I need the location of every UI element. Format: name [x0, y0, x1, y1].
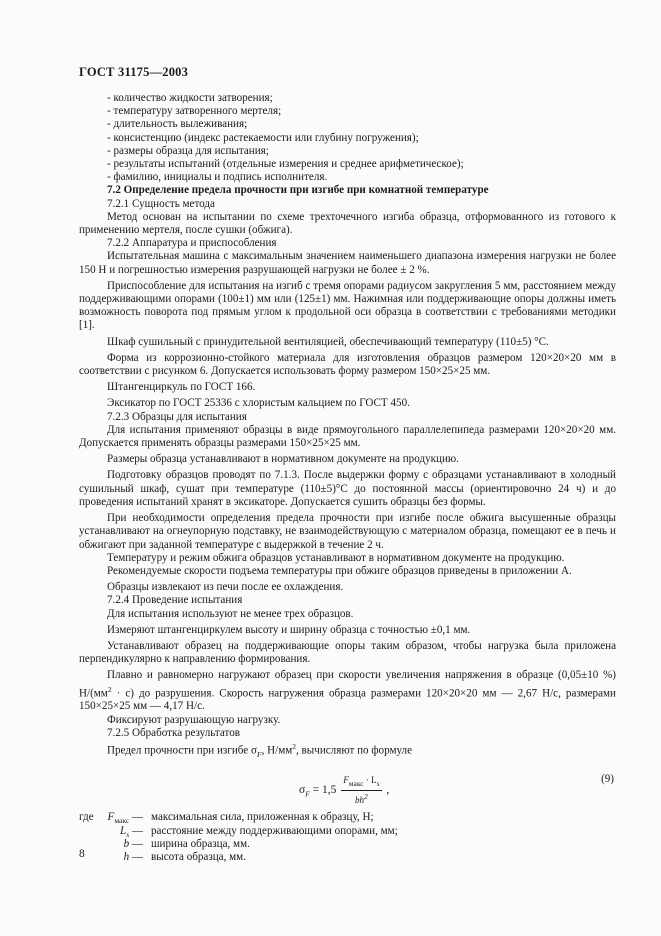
subsection-title-7-2-4: 7.2.4 Проведение испытания: [107, 594, 243, 607]
paragraph: Штангенциркуль по ГОСТ 166.: [107, 381, 256, 394]
legend-row: h — высота образца, мм.: [123, 851, 246, 864]
legend-row: b — ширина образца, мм.: [123, 837, 250, 850]
subsection-title-7-2-1: 7.2.1 Сущность метода: [107, 197, 215, 210]
report-bullet-list: [79, 92, 616, 184]
paragraph: Для испытания применяют образцы в виде прямоугольного параллелепипеда размерами 120×20×20 мм. Допускается применять образцы размерами 150×25×25 мм.: [79, 423, 616, 450]
paragraph: Для испытания используют не менее трех образцов.: [107, 607, 354, 620]
formula-number: (9): [601, 773, 614, 786]
list-item: - консистенцию (индекс растекаемости или глубину погружения);: [107, 131, 419, 144]
list-item: - длительность вылеживания;: [107, 118, 248, 131]
paragraph: Измеряют штангенциркулем высоту и ширину образца с точностью ±0,1 мм.: [107, 623, 471, 636]
paragraph: Фиксируют разрушающую нагрузку.: [107, 713, 281, 726]
paragraph: Испытательная машина с максимальным значением наименьшего диапазона измерения нагрузки не более 150 Н и погрешностью измерения разрушающей нагрузки не более ± 2 %.: [79, 250, 616, 276]
list-item: - фамилию, инициалы и подпись исполнителя.: [107, 171, 328, 184]
legend-row: где $F_{макс}$ — максимальная сила, приложенная к образцу, Н;: [79, 811, 374, 826]
subsection-title-7-2-5: 7.2.5 Обработка результатов: [107, 726, 240, 739]
list-item: - температуру затворенного мертеля;: [107, 105, 282, 118]
paragraph: Приспособление для испытания на изгиб с тремя опорами радиусом закругления 5 мм, расстоянием между поддерживающими опорами (100±1) мм или (125±1) мм. Нажимная или поддерживающие опоры должны иметь возможность поворота под прямым углом к продольной оси образца в соответствии с требованиями методики [1].: [79, 279, 616, 332]
paragraph: Рекомендуемые скорости подъема температуры при обжиге образцов приведены в приложении А.: [107, 564, 572, 577]
formula-fraction: $\frac{F_{макс} \cdot L_s}{bh^2}$: [343, 775, 380, 805]
document-body: [79, 92, 616, 865]
paragraph: Форма из коррозионно-стойкого материала для изготовления образцов размером 120×20×20 мм в соответствии с рисунком 6. Допускается использовать форму размером 150×25×25 мм.: [79, 351, 616, 378]
paragraph: Размеры образца устанавливают в нормативном документе на продукцию.: [107, 453, 459, 466]
paragraph: Образцы извлекают из печи после ее охлаждения.: [107, 581, 344, 594]
list-item: - количество жидкости затворения;: [107, 92, 273, 104]
formula-legend: [79, 811, 616, 865]
list-item: - размеры образца для испытания;: [107, 144, 269, 157]
paragraph-loading-rate: Плавно и равномерно нагружают образец при скорости увеличения напряжения в образце (0,05±10 %) $Н/(мм^2 \cdot с)$ до разрушения. Скорость нагружения образца размерами 120×20×20 мм — 2,67 Н/с, размерами 150×25×25 мм — 4,17 Н/с.: [79, 669, 616, 713]
paragraph: Подготовку образцов проводят по 7.1.3. После выдержки форму с образцами устанавливают в холодный сушильный шкаф, сушат при температуре (110±5)°С до постоянной массы (ориентировочно 24 ч) и до проведения испытаний хранят в эксикаторе. Допускается сушить образцы без формы.: [79, 469, 616, 508]
subsection-title-7-2-2: 7.2.2 Аппаратура и приспособления: [107, 237, 277, 250]
paragraph: При необходимости определения предела прочности при изгибе после обжига высушенные образцы устанавливают на огнеупорную подставку, не взаимодействующую с материалом образца, помещают ее в печь и обжигают при заданной температуре с выдержкой в течение 2 ч.: [79, 512, 616, 551]
list-item: - результаты испытаний (отдельные измерения и среднее арифметическое);: [107, 158, 464, 171]
formula-9: [79, 767, 616, 807]
page-number: 8: [79, 848, 85, 860]
section-heading-7-2: 7.2 Определение предела прочности при изгибе при комнатной температуре: [107, 184, 489, 197]
document-header: ГОСТ 31175—2003: [79, 65, 189, 79]
paragraph: Метод основан на испытании по схеме трехточечного изгиба образца, отформованного из готового к применению мертеля, после сушки (обжига).: [79, 210, 616, 237]
formula-expression: $\sigma_F = 1,5$ $\frac{F_{макс} \cdot L_s}{bh^2}$ ,: [299, 775, 390, 805]
paragraph: Устанавливают образец на поддерживающие опоры таким образом, чтобы нагрузка была приложена перпендикулярно к направлению формирования.: [79, 639, 616, 666]
subsection-title-7-2-3: 7.2.3 Образцы для испытания: [107, 410, 247, 423]
paragraph-strength-intro: Предел прочности при изгибе $\sigma_F$, $Н/мм^2$, вычисляют по формуле: [107, 742, 412, 759]
paragraph: Шкаф сушильный с принудительной вентиляцией, обеспечивающий температуру (110±5) °С.: [107, 335, 549, 348]
paragraph: Эксикатор по ГОСТ 25336 с хлористым кальцием по ГОСТ 450.: [107, 397, 410, 410]
paragraph: Температуру и режим обжига образцов устанавливают в нормативном документе на продукцию.: [107, 551, 565, 564]
legend-row: $L_s$ — расстояние между поддерживающими опорами, мм;: [120, 824, 398, 839]
